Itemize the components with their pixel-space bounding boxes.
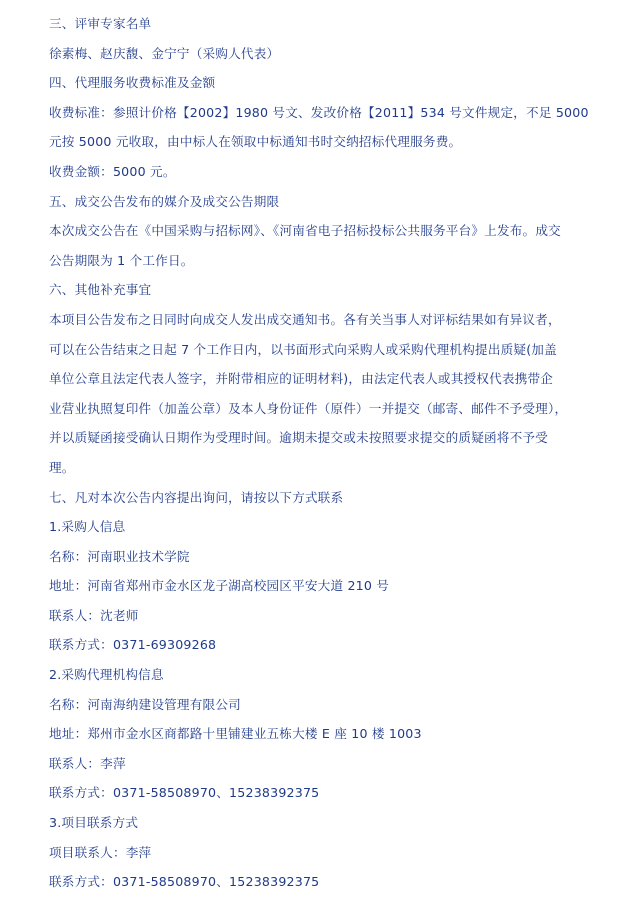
agency-contact: 联系人：李萍 xyxy=(49,755,126,771)
agency-name: 名称：河南海纳建设管理有限公司 xyxy=(49,696,241,712)
other-line-1: 本项目公告发布之日同时向成交人发出成交通知书。各有关当事人对评标结果如有异议者， xyxy=(49,311,561,327)
purchaser-address: 地址：河南省郑州市金水区龙子湖高校园区平安大道 210 号 xyxy=(49,578,390,594)
media-line-1: 本次成交公告在《中国采购与招标网》、《河南省电子招标投标公共服务平台》上发布。成交 xyxy=(49,223,561,239)
other-heading: 六、其他补充事宜 xyxy=(49,282,152,298)
project-phone: 联系方式：0371-58508970、15238392375 xyxy=(49,874,320,890)
media-line-2: 公告期限为 1 个工作日。 xyxy=(49,252,194,268)
other-line-2: 可以在公告结束之日起 7 个工作日内，以书面形式向采购人或采购代理机构提出质疑(加盖 xyxy=(49,341,557,357)
contact-heading: 七、凡对本次公告内容提出询问，请按以下方式联系 xyxy=(49,489,344,505)
purchaser-contact: 联系人：沈老师 xyxy=(49,607,139,623)
other-line-4: 业营业执照复印件（加盖公章）及本人身份证件（原件）一并提交（邮寄、邮件不予受理）， xyxy=(49,400,568,416)
media-heading: 五、成交公告发布的媒介及成交公告期限 xyxy=(49,193,280,209)
agency-heading: 2.采购代理机构信息 xyxy=(49,667,164,683)
project-heading: 3.项目联系方式 xyxy=(49,815,139,831)
other-line-3: 单位公章且法定代表人签字，并附带相应的证明材料)，由法定代表人或其授权代表携带企 xyxy=(49,371,554,387)
experts-heading: 三、评审专家名单 xyxy=(49,16,152,31)
project-contact: 项目联系人：李萍 xyxy=(49,844,152,860)
purchaser-name: 名称：河南职业技术学院 xyxy=(49,548,190,564)
fee-amount: 收费金额：5000 元。 xyxy=(49,163,176,179)
purchaser-heading: 1.采购人信息 xyxy=(49,519,126,535)
purchaser-phone: 联系方式：0371-69309268 xyxy=(49,637,217,653)
announcement-document xyxy=(49,9,589,897)
experts-list: 徐素梅、赵庆馥、金宁宁（采购人代表） xyxy=(49,45,280,61)
agency-phone: 联系方式：0371-58508970、15238392375 xyxy=(49,785,320,801)
other-line-5: 并以质疑函接受确认日期作为受理时间。逾期未提交或未按照要求提交的质疑函将不予受 xyxy=(49,430,548,446)
fee-heading: 四、代理服务收费标准及金额 xyxy=(49,75,216,91)
fee-standard-line-2: 元按 5000 元收取，由中标人在领取中标通知书时交纳招标代理服务费。 xyxy=(49,134,462,150)
fee-standard-line-1: 收费标准：参照计价格【2002】1980 号文、发改价格【2011】534 号文件规定，不足 5000 xyxy=(49,104,589,120)
other-line-6: 理。 xyxy=(49,459,75,475)
agency-address: 地址：郑州市金水区商都路十里铺建业五栋大楼 E 座 10 楼 1003 xyxy=(49,726,422,742)
